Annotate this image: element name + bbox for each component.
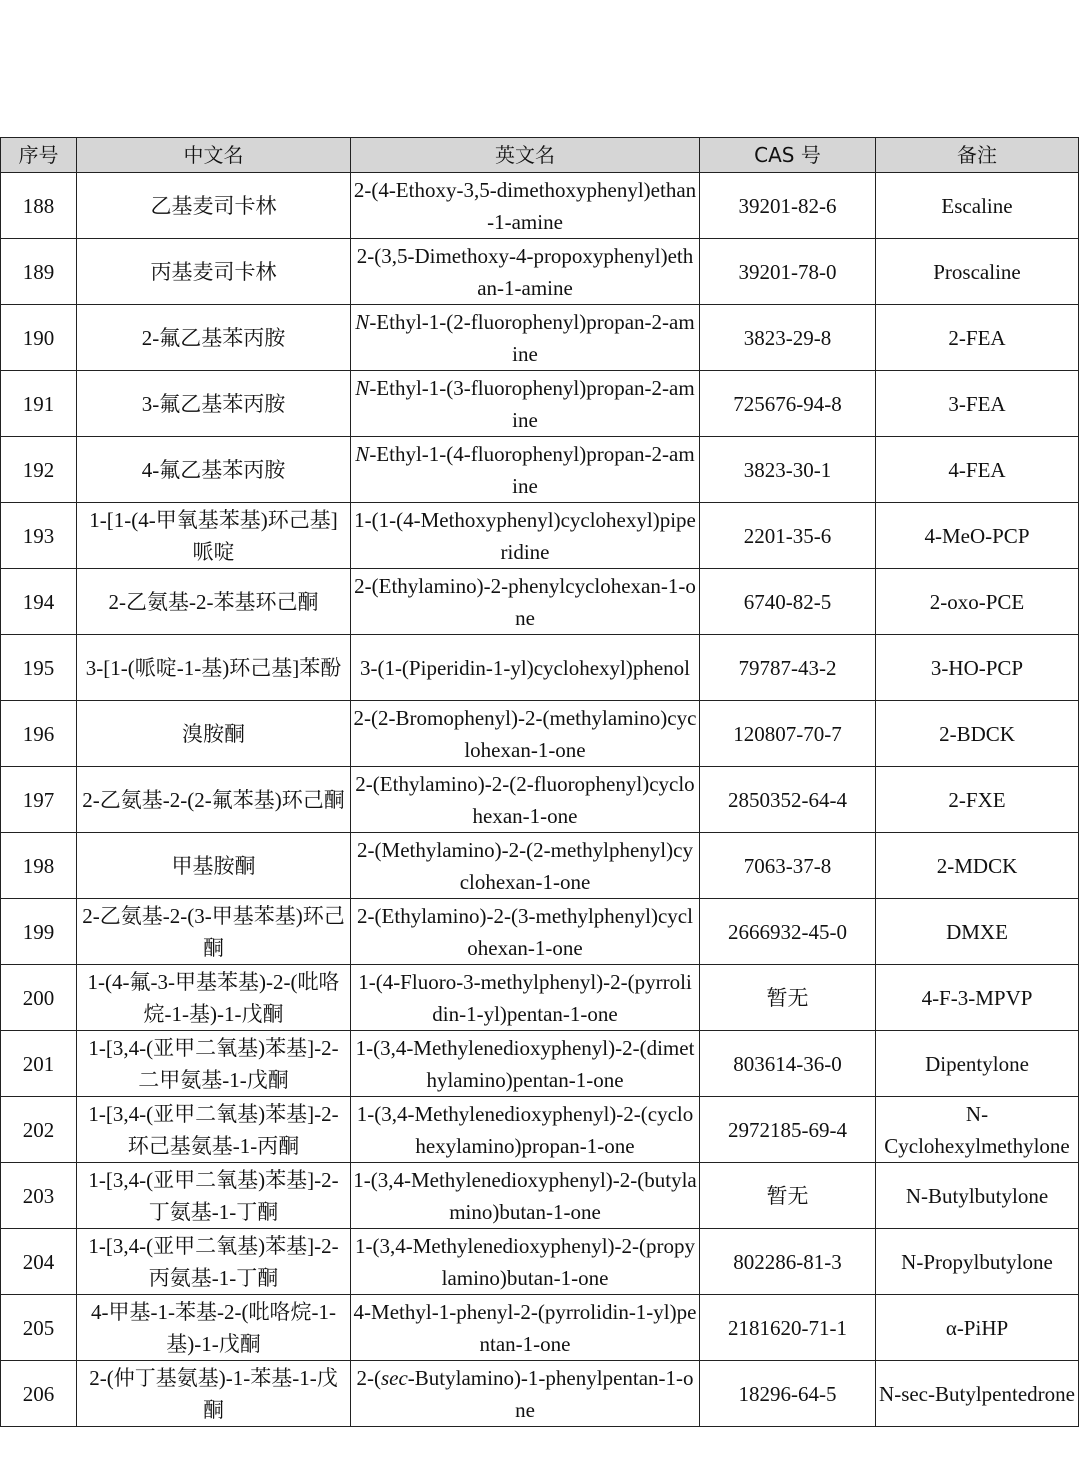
table-row	[1, 767, 1079, 833]
table-row	[1, 635, 1079, 701]
cell-english-name	[351, 1361, 700, 1427]
english-name-text: 2-(Ethylamino)-2-(3-methylphenyl)cyclohexan-1-one	[357, 903, 693, 960]
cell-remark: 2-MDCK	[876, 833, 1079, 899]
cell-chinese-name: 1-(4-氟-3-甲基苯基)-2-(吡咯烷-1-基)-1-戊酮	[77, 965, 351, 1031]
cell-chinese-name: 丙基麦司卡林	[77, 239, 351, 305]
cell-no: 189	[1, 239, 77, 305]
cell-remark: α-PiHP	[876, 1295, 1079, 1361]
cell-english-name	[351, 767, 700, 833]
cell-english-name	[351, 239, 700, 305]
cell-no: 194	[1, 569, 77, 635]
cell-cas-no: 2201-35-6	[700, 503, 876, 569]
cell-cas-no: 120807-70-7	[700, 701, 876, 767]
english-name-text: 2-(2-Bromophenyl)-2-(methylamino)cyclohexan-1-one	[353, 705, 697, 762]
cell-english-name	[351, 437, 700, 503]
cell-cas-no: 暂无	[700, 1163, 876, 1229]
english-name-prefix: N	[355, 375, 370, 400]
cell-chinese-name: 2-氟乙基苯丙胺	[77, 305, 351, 371]
cell-remark: N-Propylbutylone	[876, 1229, 1079, 1295]
cell-english-name	[351, 899, 700, 965]
cell-chinese-name: 4-甲基-1-苯基-2-(吡咯烷-1-基)-1-戊酮	[77, 1295, 351, 1361]
cell-chinese-name: 2-乙氨基-2-(3-甲基苯基)环己酮	[77, 899, 351, 965]
cell-remark: 2-FEA	[876, 305, 1079, 371]
cell-english-name	[351, 1097, 700, 1163]
table-row	[1, 1361, 1079, 1427]
cell-cas-no: 2850352-64-4	[700, 767, 876, 833]
cell-chinese-name: 甲基胺酮	[77, 833, 351, 899]
cell-english-name	[351, 371, 700, 437]
cell-remark: 4-MeO-PCP	[876, 503, 1079, 569]
english-name-text: 4-Methyl-1-phenyl-2-(pyrrolidin-1-yl)pentan-1-one	[353, 1299, 697, 1356]
cell-no: 197	[1, 767, 77, 833]
header-no: 序号	[1, 138, 77, 173]
cell-english-name	[351, 305, 700, 371]
cell-no: 199	[1, 899, 77, 965]
cell-cas-no: 暂无	[700, 965, 876, 1031]
cell-english-name	[351, 635, 700, 701]
cell-remark: 2-oxo-PCE	[876, 569, 1079, 635]
table-row	[1, 1295, 1079, 1361]
cell-cas-no: 2972185-69-4	[700, 1097, 876, 1163]
cell-remark: 4-FEA	[876, 437, 1079, 503]
english-name-italic: sec	[380, 1365, 408, 1390]
cell-english-name	[351, 569, 700, 635]
cell-chinese-name: 1-[1-(4-甲氧基苯基)环己基]哌啶	[77, 503, 351, 569]
english-name-text: 3-(1-(Piperidin-1-yl)cyclohexyl)phenol	[359, 655, 691, 680]
cell-chinese-name: 3-[1-(哌啶-1-基)环己基]苯酚	[77, 635, 351, 701]
table-row	[1, 1031, 1079, 1097]
cell-chinese-name: 1-[3,4-(亚甲二氧基)苯基]-2-环己基氨基-1-丙酮	[77, 1097, 351, 1163]
cell-remark: 2-BDCK	[876, 701, 1079, 767]
cell-no: 200	[1, 965, 77, 1031]
english-name-text: 2-(Methylamino)-2-(2-methylphenyl)cyclohexan-1-one	[357, 837, 693, 894]
cell-remark: Proscaline	[876, 239, 1079, 305]
english-name-text: 2-(Ethylamino)-2-(2-fluorophenyl)cyclohexan-1-one	[355, 771, 695, 828]
cell-remark: Escaline	[876, 173, 1079, 239]
header-cas-no: CAS 号	[700, 138, 876, 173]
cell-remark: N-Cyclohexylmethylone	[876, 1097, 1079, 1163]
cell-english-name	[351, 1295, 700, 1361]
cell-english-name	[351, 173, 700, 239]
english-name-text: -Ethyl-1-(4-fluorophenyl)propan-2-amine	[369, 441, 695, 498]
english-name-text: 2-(3,5-Dimethoxy-4-propoxyphenyl)ethan-1-amine	[356, 243, 694, 300]
cell-no: 195	[1, 635, 77, 701]
table-row	[1, 437, 1079, 503]
cell-cas-no: 39201-78-0	[700, 239, 876, 305]
cell-no: 201	[1, 1031, 77, 1097]
cell-cas-no: 79787-43-2	[700, 635, 876, 701]
cell-english-name	[351, 965, 700, 1031]
cell-remark: 2-FXE	[876, 767, 1079, 833]
cell-no: 188	[1, 173, 77, 239]
cell-remark: N-Butylbutylone	[876, 1163, 1079, 1229]
table-row	[1, 239, 1079, 305]
cell-no: 206	[1, 1361, 77, 1427]
substance-table	[0, 137, 1079, 1427]
cell-cas-no: 2181620-71-1	[700, 1295, 876, 1361]
header-english-name: 英文名	[351, 138, 700, 173]
cell-no: 202	[1, 1097, 77, 1163]
cell-cas-no: 6740-82-5	[700, 569, 876, 635]
english-name-text: 1-(3,4-Methylenedioxyphenyl)-2-(propylamino)butan-1-one	[355, 1233, 695, 1290]
table-row	[1, 371, 1079, 437]
cell-chinese-name: 2-乙氨基-2-(2-氟苯基)环己酮	[77, 767, 351, 833]
cell-no: 192	[1, 437, 77, 503]
cell-remark: 3-HO-PCP	[876, 635, 1079, 701]
table-row	[1, 1097, 1079, 1163]
cell-cas-no: 7063-37-8	[700, 833, 876, 899]
table-row	[1, 833, 1079, 899]
english-name-text: 1-(1-(4-Methoxyphenyl)cyclohexyl)piperidine	[354, 507, 696, 564]
cell-cas-no: 802286-81-3	[700, 1229, 876, 1295]
english-name-prefix: N	[355, 441, 370, 466]
cell-chinese-name: 3-氟乙基苯丙胺	[77, 371, 351, 437]
cell-no: 196	[1, 701, 77, 767]
cell-no: 205	[1, 1295, 77, 1361]
header-row	[1, 138, 1079, 173]
cell-english-name	[351, 701, 700, 767]
cell-chinese-name: 1-[3,4-(亚甲二氧基)苯基]-2-丁氨基-1-丁酮	[77, 1163, 351, 1229]
table-row	[1, 1229, 1079, 1295]
english-name-text: 1-(4-Fluoro-3-methylphenyl)-2-(pyrrolidin-1-yl)pentan-1-one	[358, 969, 692, 1026]
english-name-text: 2-(Ethylamino)-2-phenylcyclohexan-1-one	[354, 573, 696, 630]
cell-chinese-name: 1-[3,4-(亚甲二氧基)苯基]-2-二甲氨基-1-戊酮	[77, 1031, 351, 1097]
cell-chinese-name: 乙基麦司卡林	[77, 173, 351, 239]
cell-remark: N-sec-Butylpentedrone	[876, 1361, 1079, 1427]
cell-no: 193	[1, 503, 77, 569]
cell-english-name	[351, 1163, 700, 1229]
table-row	[1, 1163, 1079, 1229]
cell-remark: Dipentylone	[876, 1031, 1079, 1097]
table-body	[1, 173, 1079, 1427]
cell-english-name	[351, 503, 700, 569]
english-name-prefix: 2-(	[356, 1365, 381, 1390]
header-remark: 备注	[876, 138, 1079, 173]
cell-no: 190	[1, 305, 77, 371]
table-row	[1, 899, 1079, 965]
cell-chinese-name: 2-(仲丁基氨基)-1-苯基-1-戊酮	[77, 1361, 351, 1427]
cell-english-name	[351, 1031, 700, 1097]
english-name-text: -Ethyl-1-(2-fluorophenyl)propan-2-amine	[369, 309, 695, 366]
english-name-text: 1-(3,4-Methylenedioxyphenyl)-2-(butylamino)butan-1-one	[353, 1167, 697, 1224]
cell-chinese-name: 1-[3,4-(亚甲二氧基)苯基]-2-丙氨基-1-丁酮	[77, 1229, 351, 1295]
cell-cas-no: 2666932-45-0	[700, 899, 876, 965]
cell-chinese-name: 2-乙氨基-2-苯基环己酮	[77, 569, 351, 635]
cell-cas-no: 39201-82-6	[700, 173, 876, 239]
header-chinese-name: 中文名	[77, 138, 351, 173]
english-name-text: 1-(3,4-Methylenedioxyphenyl)-2-(dimethylamino)pentan-1-one	[355, 1035, 695, 1092]
cell-no: 198	[1, 833, 77, 899]
cell-cas-no: 3823-30-1	[700, 437, 876, 503]
cell-chinese-name: 溴胺酮	[77, 701, 351, 767]
cell-no: 204	[1, 1229, 77, 1295]
table-row	[1, 569, 1079, 635]
table-row	[1, 173, 1079, 239]
cell-cas-no: 18296-64-5	[700, 1361, 876, 1427]
cell-remark: 3-FEA	[876, 371, 1079, 437]
english-name-prefix: N	[355, 309, 370, 334]
table-row	[1, 965, 1079, 1031]
cell-cas-no: 803614-36-0	[700, 1031, 876, 1097]
cell-cas-no: 725676-94-8	[700, 371, 876, 437]
english-name-text: 2-(4-Ethoxy-3,5-dimethoxyphenyl)ethan-1-amine	[353, 177, 697, 234]
english-name-text: -Butylamino)-1-phenylpentan-1-one	[407, 1365, 694, 1422]
cell-remark: 4-F-3-MPVP	[876, 965, 1079, 1031]
cell-english-name	[351, 833, 700, 899]
cell-remark: DMXE	[876, 899, 1079, 965]
cell-no: 203	[1, 1163, 77, 1229]
cell-cas-no: 3823-29-8	[700, 305, 876, 371]
cell-no: 191	[1, 371, 77, 437]
table-row	[1, 305, 1079, 371]
table-row	[1, 503, 1079, 569]
cell-chinese-name: 4-氟乙基苯丙胺	[77, 437, 351, 503]
english-name-text: -Ethyl-1-(3-fluorophenyl)propan-2-amine	[369, 375, 695, 432]
english-name-text: 1-(3,4-Methylenedioxyphenyl)-2-(cyclohexylamino)propan-1-one	[356, 1101, 694, 1158]
table-row	[1, 701, 1079, 767]
cell-english-name	[351, 1229, 700, 1295]
